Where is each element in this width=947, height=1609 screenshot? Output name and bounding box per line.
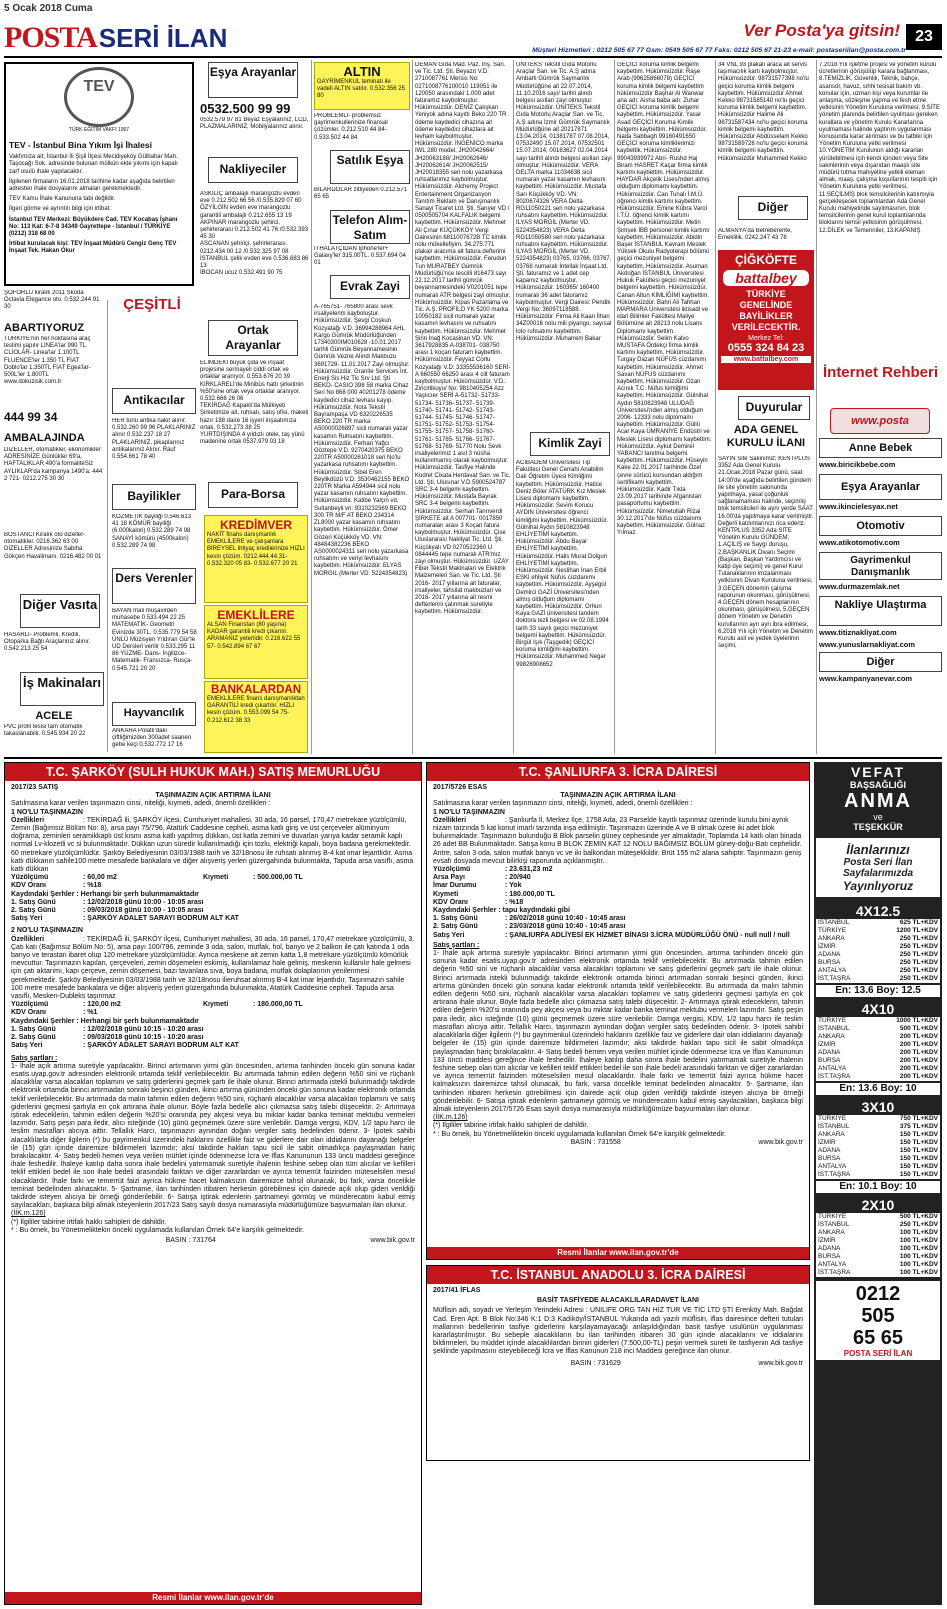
otomotiv-header: Otomotiv bbox=[819, 516, 942, 536]
price-row: İST.TAŞRA 250 TL+KDV bbox=[818, 975, 938, 982]
col7-ads: 34 VNL 93 plakalı araca ait servis taşımacılık kartı kaybolmuştur. Hükümsüzdür. 98731577398 no'lu geçici koruma kimlik belgemi kaybettim. Hükümsüzdür Ahmet Kekko 98731585140 no'lu geçici koruma kimlik belgemi kaybettim. Hükümsüzdür Halime Ali 98731587434 no'lu geçici koruma kimlik belgemi kaybettim. Hükümsüzdür Abdüsselam Kekko 98731589728 no'lu geçici koruma kimlik belgemi kaybettim. Hükümsüzdür Muhammed Kekko bbox=[718, 62, 809, 162]
price-block bbox=[816, 1099, 940, 1193]
ders-verenler-header: Ders Verenler bbox=[112, 568, 196, 604]
otomotiv-link[interactable]: www.atikotomotiv.com bbox=[819, 538, 900, 547]
esya-link[interactable]: www.ikincielesyax.net bbox=[819, 502, 898, 511]
diger2-header: Diğer bbox=[819, 652, 942, 672]
price-row: ADANA 200 TL+KDV bbox=[818, 1049, 938, 1056]
telefon-header: Telefon Alım-Satım bbox=[330, 210, 410, 244]
ders-ads: BAYAN mali müşavirden muhasebe 0.533.494 22 25 MATEMATİK- Geometri Evinizde 30TL. 0.535.779 54 58 ÜNLÜ Müzisyen Yıldıran Gür'le UD Dersleri verilir 0.533.295 11 86 YÜZME- Dans- İngilizce- Matematik- Fransızca- Rusça- 0.545.721 20 20 bbox=[112, 608, 197, 672]
price-row: ANTALYA 250 TL+KDV bbox=[818, 967, 938, 974]
esya-phone: 0532.500 99 99 bbox=[200, 101, 291, 116]
price-row: İZMİR 200 TL+KDV bbox=[818, 1041, 938, 1048]
anne-bebek-header: Anne Bebek bbox=[819, 438, 942, 458]
bottom-phone: 0212 505 65 65 POSTA SERİ İLAN bbox=[816, 1281, 940, 1360]
price-list bbox=[814, 903, 942, 1277]
nakliye-link-2[interactable]: www.yunuslarnakliyat.com bbox=[819, 640, 916, 649]
price-block bbox=[816, 1001, 940, 1095]
price-row: TÜRKİYE 1200 TL+KDV bbox=[818, 927, 938, 934]
price-row: BURSA 250 TL+KDV bbox=[818, 959, 938, 966]
diger-header: Diğer bbox=[738, 196, 808, 220]
abartiyoruz-ad: TÜRKİYE'nin her noktasına araç teslimi yapılır LİNEA'lar 990 TL CLİOLAR- Linea'lar 1.100TL FLUENCE'ler 1.350 TL FİAT Doblo'lar 1.350TL FİAT Egea'lar- 500L'ler 1.800TL www.dokuzisik.com.tr bbox=[4, 336, 91, 386]
esya-arayanlar-header: Eşya Arayanlar bbox=[208, 62, 298, 98]
price-row: ANKARA 200 TL+KDV bbox=[818, 1033, 938, 1040]
price-row: İST.TAŞRA 150 TL+KDV bbox=[818, 1171, 938, 1178]
nakliyeciler-header: Nakliyeciler bbox=[208, 157, 298, 183]
price-row: ADANA 250 TL+KDV bbox=[818, 951, 938, 958]
price-row: TÜRKİYE 500 TL+KDV bbox=[818, 1213, 938, 1220]
sofolu-ad: ŞOFÖRLÜ kiralık 2011 Skoda Octavia Elegance oto. 0.532.244 91 30 bbox=[4, 290, 100, 311]
ortak-ads: ELİMDEKİ büyük çida ve inşaat projesine sermayeli ciddi ortak ve ortaklar aranıyor. 0.553.676 20 39 KIRKLARELİ'de Minibüs hattı şirketinin %50'sine ortak veya ortaklar aranıyor. 0.532.666 26 06 TEKİRDAĞ Kapaklı'da Mülkiyeti Şirketimize ait, ruhsatı, satış ofisi, maketi hazır 188 daire 16 işyeri inşaatımıza ortak. 0.532.273 38 25 YURTDIŞINDA 4 yıldızlı otele, taş yünü madenine ortak 0537.979 03 18 bbox=[200, 360, 309, 446]
price-row: İZMİR 250 TL+KDV bbox=[818, 943, 938, 950]
price-row: İST.TAŞRA 200 TL+KDV bbox=[818, 1073, 938, 1080]
price-dims: En: 13.6 Boy: 10 bbox=[816, 1083, 940, 1095]
sanliurfa-title: T.C. ŞANLIURFA 3. İCRA DAİRESİ bbox=[427, 763, 809, 781]
sarkoy-ad: T.C. ŞARKÖY (SULH HUKUK MAH.) SATIŞ MEMURLUĞU 2017/23 SATIŞ TAŞINMAZIN AÇIK ARTIRMA İLANI Satılmasına karar verilen taşınmazın cinsi, niteliği, kıymeti, adedi, önemli özellikleri : 1 NO'LU TAŞINMAZIN Özellikleri : TEKİRDAĞ ili, ŞARKÖY ilçesi, Cumhuriyet mahallesi, 30 ada, 16 parsel, 170,47 metrekare yüzölçümlü, Zemin (Bağımsız Bölüm No: 8), arsa payı 75/796, Atatürk Caddesine cepheli, asma katlı giriş ve üst çerçeveler alüminyum doğrama, zeminleri seramikkaplı üst kısmı asma katlı yapılmış dükkan, üst katla zemini ve duvarları yarıya kadar seramik kaplı normal Lv-klozetli vc si bulunmaktadır. Dükkan uzun süredir kullanılmadığı için tozlu, elektriği kapalı, boya badana gerekmektedir. 60 metrekare yüzölçümlüdür. Şarköy Belediyesinin 03/03/1988 tarih ve 32/18nosu ile ruhsatı alınmış B-4 kat imar lejantlıdır. Asma katlı dükkanın sahile100 metre mesafede bankalara ve diğer alışveriş yerleri güzergahında bulunmakta, Tapuda arsa vasıflı, asma katlı dükkan Yüzölçümü : 60,00 m2 Kıymeti : 500.000,00 TL KDV Oranı : %18 Kaydındaki Şerhler : Herhangi bir şerh bulunmamaktadır 1. Satış Günü : 12/02/2018 günü 10:00 - 10:05 arası 2. Satış Günü : 09/03/2018 günü 10:00 - 10:05 arası Satış Yeri : ŞARKÖY ADALET SARAYI BODRUM ALT KAT 2 NO'LU TAŞINMAZIN Özellikleri : TEKİRDAĞ ili, ŞARKÖY ilçesi, Cumhuriyet mahallesi, 30 ada, 16 parsel, 170,47 metrekare yüzölçümlü, 3. Çatı katı (Bağımsız Bölüm No: 5), arsa payı 100/796, zeminde 3 oda, salon, mutfak, hol, banyo ve 2 balkon ile çatı katında 1 oda banyo ve terastan ibaret olup 120 metrekare yüzölçümlüdür. Ayrıca meskene ait zemin katta 1,8 metrekare yüzölçümlü kömürlük mevcuttur. Taşınmazın kapıları, çerçeveleri, zemin döşemeleri eskimiş, kullanılamaz hale gelmiş, meskenin kullanılır hale gelmesi için çatı aktarımı, kapı çerçeve, zemin döşemesi, bazı tavanlara sıva, boya badana, mutfak dolaplarının yenilenmesi gerekmektedir. Şarköy Belediyesinin 03/03/1988 tarih ve 32/18nosu ilieruhsat alınmış B-4 kat imar lejantlıdır. Taşınmazın sahile 100 metre mesafede bankalara ve diğer alışveriş yerleri güzergahında bulunmakta, Atatürk Caddesine cepheli. Tapuda arsa vasıflı, Mesken-Dubleks taşınmaz Yüzölçümü : 120,00 m2 Kıymeti : 180.000,00 TL KDV Oranı : %1 Kaydındaki Şerhler : Herhangi bir şerh bulunmamaktadır 1. Satış Günü : 12/02/2018 günü 10:15 - 10:20 arası 2. Satış Günü : 09/03/2018 günü 10:15 - 10:20 arası Satış Yeri : ŞARKÖY ADALET SARAYI BODRUM ALT KAT Satış şartları : 1- İhale açık artırma suretiyle yapılacaktır. Birinci artırmanın yirmi gün öncesinden, artırma tarihinden önceki gün sonuna kadar esatis.uyap.gov.tr adresinden elektronik ortamda teklif verilebilecektir. Bu artırmada tahmin edilen değerin %50 sini ve rüçhanlı alacaklılar varsa alacakları toplamını ve satış giderlerini geçmek şartı ile ihale olunur. Birinci artırmada istekli bulunmadığı takdirde elektronik ortamda birinci artırmadan sonraki beşinci günden, ikinci artırma gününden önceki gün sonuna kadar elektronik ortamda teklif verilebilecektir. Bu artırmada da malın tahmin edilen değerin %50 sini, rüçhanlı alacaklılar varsa alacakları toplamını ve satış giderlerini geçmesi şartıyla en çok artırana ihale olunur. Böyle fazla bedelle alıcı çıkmazsa satış talebi düşecektir. 2- Artırmaya iştirak edeceklerin, tahmin edilen değerin %20'si oranında pey akçesi veya bu miktar kadar banka teminat mektubu vermeleri lazımdır. Satış peşin para iledir, alıcı isteğinde (10) günü geçmemek üzere süre verilebilir. Damga vergisi, KDV, 1/2 tapu harcı ile teslim masrafları alıcıya aittir. Tellallık Harcı, taşınmazın aynından doğan vergiler satış bedelinden ödenir. 3- İpotek sahibi alacaklılarla diğer ilgilerin (*) bu gayrimenkul üzerindeki haklarını özellikle faiz ve giderlere dair olan iddialarını dayanağı belgeler ile (15) gün içinde dairemize bildirmeleri lazımdır; aksi takdirde hakları tapu sicil ile sabit olmadıkça paylaşmadan hariç bırakılacaktır. 4- Satış bedeli hemen veya verilen mühlet içinde ödenmezse İcra ve İflas Kanununun 133 üncü maddesi gereğince ihale feshedilir. İhaleye katılıp daha sonra ihale bedelini yatırmamak suretiyle ihalenin feshine sebep olan tüm alıcılar ve kefilleri teklif ettikleri bedel ile son ihale bedeli arasındaki farktan ve diğer zararlardan ve ayrıca temerrüt faizinden müteselsilen mesul olacaklardır. İhale farkı ve temerrüt faizi ayrıca hükme hacet kalmaksızın dairemizce tahsil olunacak, bu fark, varsa öncelikle teminat bedelinden alınacaktır. 5- Şartname, ilan tarihinden itibaren herkesin görebilmesi için dairede açık olup gideri verildiği takdirde isteyen alıcıya bir örneği gönderilebilir. 6- Satışa iştirak edenlerin şartnameyi görmüş ve münderecatını kabul etmiş sayılacakları, başkaca bilgi almak isteyenlerin 2017/23 Satış sayılı dosya numarasıyla müdürlüğümüze başvurmaları ilan olunur. (İİK.m.126) (*) İlgililer tabirine irtifak hakkı sahipleri de dahildir. * : Bu örnek, bu Yönetmeliktekin önceki uygulamada kullanılan Örnek 64'e karşılık gelmektedir. BASIN : 731764 www.bik.gov.tr Resmi İlanlar www.ilan.gov.tr'de bbox=[4, 762, 422, 1605]
antikacilar-header: Antikacılar bbox=[112, 388, 196, 414]
bankalardan-ad: BANKALARDAN EMEKLİLERE finans danışmanlıktan GARANTİLİ kredi çıkartılır. HIZLI kesin çözüm. 0.553.099 54 75- 0.212.612 38 33 bbox=[204, 681, 308, 753]
problemli-ad: PROBLEMLİ- problemsiz gayrimenkullerinize finansal çözümler. 0.212.510 44 84- 0.533.502 44 84 bbox=[314, 113, 388, 141]
price-size: 3X10 bbox=[861, 1099, 895, 1115]
ada-genel-title: ADA GENEL KURULU İLANI bbox=[726, 424, 806, 449]
antika-ads: HER türlü antika nakit alınır. 0.532.260 99 96 PLAKLARINIZ alınır 0.532.237 18 27 PLAKLARINIZ, pikaplarınız antikalarınız Alınır. Rauf 0.554.661 78 40 bbox=[112, 418, 196, 461]
ortak-arayanlar-header: Ortak Arayanlar bbox=[208, 320, 298, 356]
kimlik-zayi-header: Kimlik Zayi bbox=[530, 432, 610, 456]
bayilik-ads: KOZMETİK bayiliği 0.546.613 41 18 KÖMÜR bayiliği (6.000kalori) 0.532.289 74 98 SANAYİ kömürü (4500kalori) 0.532.289 74 98 bbox=[112, 514, 192, 549]
diger-vasita-header: Diğer Vasıta bbox=[20, 594, 100, 628]
sanliurfa-ad: T.C. ŞANLIURFA 3. İCRA DAİRESİ 2017/5726 ESAS TAŞINMAZIN AÇIK ARTIRMA İLANI Satılmasına karar verilen taşınmazın cinsi, niteliği, kıymeti, adedi, önemli özellikleri : 1 NO'LU TAŞINMAZIN Özellikleri : Şanlıurfa İl, Merkez İlçe, 1758 Ada, 23 Parselde kayıtlı taşınmaz üzerinde kurulu bini aynık nizam tarzında 5 kat konut imarlı tarzında inşa edilmiştir. Taşınmazın üzerinde A ve B olmak üzere iki adet blok bulunmaktadır. Taşınmazın bulunduğu B Blok parselin güney cephesinde yer almaktadır. Toplamda 14 katlı olan binada 26 adet BB Bulunmaktadır. Satışa konu B BLOK ZEMİN KAT 12 NOLU BAĞIMSIZ BÖLÜM güney-doğu-Batı cephelidir. Antre, salon 3 oda, salon mutfak banyo vc ve iki balkondan müteşekkildir. Brüt 155 m2 alana sahiptir. Taşınmazın geniş evsafı dosyada mevcut bilirkişi raporunda açıklanmıştır. Yüzölçümü : 23.631,23 m2 Arsa Payı : 20/940 İmar Durumu : Yok Kıymeti : 180.000,00 TL KDV Oranı : %18 Kaydındaki Şerhler : tapu kaydındaki gibi 1. Satış Günü : 26/02/2018 günü 10:40 - 10:45 arası 2. Satış Günü : 23/03/2018 günü 10:40 - 10:45 arası Satış Yeri : ŞANLIURFA ADLİYESİ EK HİZMET BİNASI 3.İCRA MÜDÜRLÜĞÜ ÖNÜ - null null / null Satış şartları : 1- İhale açık artırma suretiyle yapılacaktır. Birinci artırmanın yirmi gün öncesinden, artırma tarihinden önceki gün sonuna kadar esatis.uyap.gov.tr adresinden elektronik ortamda teklif verilebilecektir. Bu artırmada tahmin edilen değerin %50 sini ve rüçhanlı alacaklılar varsa alacakları toplamını ve satış giderlerini geçmek şartı ile ihale olunur. Birinci artırmada istekli bulunmadığı takdirde elektronik ortamda birinci artırmadan sonraki beşinci günden, ikinci artırma gününden önceki gün sonuna kadar elektronik ortamda teklif verilebilecektir. Bu artırmada da malın tahmin edilen değerin %50 sini, rüçhanlı alacaklılar varsa alacakları toplamını ve satış giderlerini geçmesi şartıyla en çok artırana ihale olunur. Böyle fazla bedelle alıcı çıkmazsa satış talebi düşecektir. 2- Artırmaya iştirak edeceklerin, tahmin edilen değerin %20'si oranında pey akçesi veya bu miktar kadar banka teminat mektubu vermeleri lazımdır. Satış peşin para iledir, alıcı isteğinde (10) günü geçmemek üzere süre verilebilir. Damga vergisi, KDV, 1/2 tapu harcı ile teslim masrafları alıcıya aittir. Tellallık Harcı, taşınmazın aynından doğan vergiler satış bedelinden ödenir. 3- İpotek sahibi alacaklılarla diğer ilgilerin (*) bu gayrimenkul üzerindeki haklarını özellikle faiz ve giderlere dair olan iddialarını dayanağı belgeler ile (15) gün içinde dairemize bildirmeleri lazımdır; aksi takdirde hakları tapu sicil ile sabit olmadıkça paylaşmadan hariç bırakılacaktır. 4- Satış bedeli hemen veya verilen mühlet içinde ödenmezse İcra ve İflas Kanununun 133 üncü maddesi gereğince ihale feshedilir. İhaleye katılıp daha sonra ihale bedelini yatırmamak suretiyle ihalenin feshine sebep olan tüm alıcılar ve kefilleri teklif ettikleri bedel ile son ihale bedeli arasındaki farktan ve diğer zararlardan ve ayrıca temerrüt faizinden müteselsilen mesul olacaklardır. İhale farkı ve temerrüt faizi ayrıca hükme hacet kalmaksızın dairemizce tahsil olunacak, bu fark, varsa öncelikle teminat bedelinden alınacaktır. 5- Şartname, ilan tarihinden itibaren herkesin görebilmesi için dairede açık olup gideri verildiği takdirde isteyen alıcıya bir örneği gönderilebilir. 6- Satışa iştirak edenlerin şartnameyi görmüş ve münderecatını kabul etmiş sayılacakları, başkaca bilgi almak isteyenlerin 2017/5726 Esas sayılı dosya numarasıyla müdürlüğümüze başvurmaları ilan olunur. (İİK.m.126) (*) İlgililer tabirine irtifak hakkı sahipleri de dahildir. * : Bu örnek, bu Yönetmeliktekin önceki uygulamada kullanılan Örnek 64'e karşılık gelmektedir. BASIN : 731558 www.bik.gov.tr Resmi İlanlar www.ilan.gov.tr'de bbox=[426, 762, 810, 1260]
duyurular-header: Duyurular bbox=[738, 396, 810, 420]
hayvancilik-header: Hayvancılık bbox=[112, 702, 196, 726]
tev-ad: TEV TÜRK EĞİTİM VAKFI 1967 TEV - İstanbul Bina Yıkım İşi İhalesi Vakfımıza ait; İstanbul İli Şişli İlçesi Mecidiyeköy Gülbahar Mah. Taşocağı Sok. adresinde bulunan mülkün ekte yıkımı için kapalı zarf usulü ihale yapılacaktır. İlgilenen firmaların 16.01.2018 tarihine kadar aşağıda belirtilen adresten ihale dosyalarını almaları gerekmektedir. TEV Kamu İhale Kanununa tabi değildir. İlgeri görme ve ayrıntılı bilgi için irtibat: İstanbul TEV Merkezi: Büyükdere Cad. TEV Kocabaş İşhanı No: 113 Kat: 6-7-8 34349 Gayrettepe - İstanbul / TÜRKİYE (0212) 318 68 00 İrtibat kurulacak kişi: TEV İnşaat Müdürü Cengiz Genç TEV İnşaat Tek. Hakan Okur bbox=[4, 62, 194, 286]
hayvancilik-ad: ANKARA Polatlı'daki çiftliğimizden 300adet saanen gebe keçi 0.532.772 17 16 bbox=[112, 728, 192, 749]
esya-ad: 0532.579 97 81 Beyaz Eşyalarınız, LCD, PLAZMALARINIZ, Mobilyalarınız alınır. bbox=[200, 117, 309, 131]
evrak-zayi-ads: A-765751- 765800 arası sevk irsaliyelerim kayboluştur. Hükümsüzdür. Şevgi Coşkun Kozyatağı V.D. 36994288964 AHL Kargo Gümrük Müdürlüğünden 17340300IM010628 -10.01.2017 tarihli Gümrük Beyannamesinin Gümrük Vezne Alındı Makbuzu 3691728- 11.01.2017 Zayi olmuştur. Hükümsüzdür. Granite Services İnt. Enerji Sis Hiz Tic Srv Ltd. Şti BEKO- CASIO 398 58 marka Cihaz Seri No 868 000 40201278 ödeme kaydedici cihaz levhası kayıp. Hükümsüzdür. Nota Tekstil Bayrampaşa VD 6320226535 BEKO 220 TR marka A50000026897 sicil numaralı yazar kasamın Ruhsatını kaybettim. Hükümsüzdür. Ferhan Yağcı Göztepe V.D. 9270420375 BEKO 220TR A50000261018 seri No'lu yazarkasa ruhsatımı kaybettim. Hükümsüzdür. Sibel Eren Beylikdüzü V.D. 3530462155 BEKO 220TR Marka A594944 sicil nolu yazar kasamın ruhsatını kaybettim. Hükümsüzdür. Katibe Yalçın vd. Sultanbeyli vn: 9310232369 BEKO 300 TR M/F AT BEKO 234314 ZL8000 yazar kasamın ruhsatını kaybettim. Hükümsüzdür. Ömer Gözeri Küçükköy VD. VN: 48484382236 BEKO AS0000024311 seri nolu yazarkasa ruhsatımı ve veriyi levhasını kaybettim. Hükümsüzdür. ELYAS MORGIL (Merter VD. 5224354823) bbox=[314, 304, 410, 577]
price-row: İZMİR 100 TL+KDV bbox=[818, 1237, 938, 1244]
is-makinalari-header: İş Makinaları bbox=[20, 672, 104, 706]
col6-ads: GEÇİCİ koruma kimlik belgemi kaybettim. Hükümsüzdür. Raşe Arab (99625866078) GEÇİCİ koruma kimlik belgemi kaybettim hükümsüzdür Başhar Al Wanwar ana adı: Aisha baba adı: Zuhar GEÇİCİ koruma kimlik belgemi kaybettim. Hükümsüzdür. Yasar Asad GEÇİCİ Koruma Kimlik belgemi kaybettim. Hükümsüzdür. Nada Sabbagh 99160491650 GEÇİCİ koruma kimliklerimizi kaybettik. Hükümsüzdür. 99043939972 Abri- Rushd Haj Biram HASRET Kaçar firma kimlik kartımı kaybettim. Hükümsüzdür. HAYDAR Akçelik Lisesi'nden almış olduğum diplomamı kaybettim. Hükümsüzdür. Can Tunalı İ.M.Ü. öğrenci kimlik kartımı kaybettim. Hükümsüzdür. Emine Kübra Varol İ.T.Ü. öğrenci kimlik kartımı kaybettim. Hükümsüzdür. Metin Şimşek İBB personel kimlik kartımı kaybettim. Hükümsüzdür. Abidin Başer İSTANBUL Kavram Meslek Yüksek Okulu Radyoterapi bölümü geçici mezuniyet belgemi kaybettim. Hükümsüzdür. Asuman Akdoğan İSTANBUL Üniversitesi Hukuk Fakültesi geçici mezuniyet belgemi kaybettim. Hükümsüzdür. Canan Altun KİMLİĞİMİ kaybettim. Hükümsüzdür. Bahri Ali Tahhan MARMARA Üniversitesi iktisadi ve idari Bilimler Fakültesi Maliye Bölümüne ait 28213 nolu Lisans Diplomamı kaybettim. Hükümsüzdür. Selim Kalvo MUSTAFA Ördekçi firma kimlik kartımı kaybettim. Hükümsüzdür. Turgay Dazan NÜFUS cüzdanımı kaybettim. Hükümsüzdür. Ahmet Savan NÜFUS cüzdanımı kaybettim. Hükümsüzdür. Ozan Acınık T.C. Nüfus kimliğimi kaybettim. Hükümsüzdür. Gülnihal Aydın 5810823948 ULUDAĞ Üniversitesi'nden almış olduğum 2006- 12333 nolu diplomamı kaybettim. Hükümsüzdür. Güllü Acar Kaya ÜMRANİYE Endüstri ve Meslek Lisesi diplomamı kaybettim. Hükümsüzdür. Aykut Demirel YABANCI tanıtma belgemi kaybettim. Hükümsüzdür. Hüseyin Kake 22.01.2017 tarihinde Özel çevre sürücü kursundan aldığım sertifikamı kaybettim. Hükümsüzdür. Kadir Tıkla 23.09.2017 tarihinde Afganistan pasaportumu kaybettim. Hükümsüzdür. Nimetullah Rizai 30.12.2017'de Nüfus cüzdanımı kaybettim. Hükümsüzdür. Gülnaz Yılmaz bbox=[617, 62, 712, 537]
price-row: ANKARA 100 TL+KDV bbox=[818, 1229, 938, 1236]
price-row: BURSA 200 TL+KDV bbox=[818, 1057, 938, 1064]
para-borsa-header: Para-Borsa bbox=[208, 482, 298, 508]
price-row: İSTANBUL 625 TL+KDV bbox=[818, 919, 938, 926]
logo-seri-ilan: SERİ İLAN bbox=[98, 23, 228, 53]
page-number: 23 bbox=[906, 24, 942, 50]
cigkofte-ad: ÇİĞKÖFTE battalbey TÜRKİYE GENELİNDE BAYİLİKLER VERİLECEKTİR. Merkez Tel: 0555 324 84 23 www.battalbey.com bbox=[718, 250, 814, 390]
services-line: Müşteri Hizmetleri : 0212 505 67 77 Gsm: 0549 505 67 77 Faks: 0212 505 67 21-23 e-mail: postaseriilan@posta.com.tr bbox=[532, 47, 906, 54]
internet-list bbox=[819, 438, 942, 754]
price-size: 2X10 bbox=[861, 1197, 895, 1213]
emeklilere-ad: EMEKLİLERE ALSAN Finanstan (80 yaşına) KADAR garantili kredi çıkarılır. ARAMANIZ yeterlidir. 0.216.622 55 57- 0.542.894 67 67 bbox=[204, 605, 308, 679]
cesitli-title: ÇEŞİTLİ bbox=[123, 296, 181, 313]
price-block bbox=[816, 1197, 940, 1277]
vefat-box: VEFAT BAŞSAĞLIĞI ANMA ve TEŞEKKÜR İlanlarınızı Posta Seri İlan Sayfalarımızda Yayınlıyoruz 4X12.5 İSTANBUL 625 TL+KDV TÜRKİYE 1200 TL+KDV ANKARA 250 TL+KDV İZMİR 250 TL+KDV ADANA 250 TL+KDV BURSA 250 TL+KDV ANTALYA 250 TL+KDV İST.TAŞRA 250 TL+KDV En: 13.6 Boy: 12.5 4X10 TÜRKİYE 1000 TL+KDV İSTANBUL 500 TL+KDV ANKARA 200 TL+KDV İZMİR 200 TL+KDV ADANA 200 TL+KDV BURSA 200 TL+KDV ANTALYA 200 TL+KDV İST.TAŞRA 200 TL+KDV En: 13.6 Boy: 10 3X10 TÜRKİYE 750 TL+KDV İSTANBUL 375 TL+KDV ANKARA 150 TL+KDV İZMİR 150 TL+KDV ADANA 150 TL+KDV BURSA 150 TL+KDV ANTALYA 150 TL+KDV İST.TAŞRA 150 TL+KDV En: 10.1 Boy: 10 2X10 TÜRKİYE 500 TL+KDV İSTANBUL 250 TL+KDV ANKARA 100 TL+KDV İZMİR 100 TL+KDV ADANA 100 TL+KDV BURSA 100 TL+KDV ANTALYA 100 TL+KDV İST.TAŞRA 100 TL+KDV 0212 505 65 65 POSTA SERİ İLAN bbox=[814, 762, 942, 1605]
internet-rehberi: İnternet Rehberi bbox=[822, 364, 939, 381]
bilardo-ad: BİLARDOLAR zitliyeden 0.212.571 65 65 bbox=[314, 187, 408, 201]
price-row: ANTALYA 100 TL+KDV bbox=[818, 1261, 938, 1268]
ambalajinda-title: AMBALAJINDA bbox=[4, 432, 85, 444]
ithalat-ad: İTHALATÇIDAN İphone'ler+ Galaxy'ler 315.00TL. 0.537.694 04 01 bbox=[314, 246, 406, 267]
anadolu-title: T.C. İSTANBUL ANADOLU 3. İCRA DAİRESİ bbox=[427, 1266, 809, 1284]
price-row: BURSA 100 TL+KDV bbox=[818, 1253, 938, 1260]
acele-title: ACELE bbox=[35, 710, 73, 722]
kimlik-ads: ACIBADEM Üniversitesi Tıp Fakültesi Genel Cerrahi Anabilim Dalı Öğretim Üyesi Kimliğimi kaybettim. Hükümsüzdür. Hatice Deniz Böler ATATÜRK Kız Meslek Lisesi diplomamı kaybettim. Hükümsüzdür. Sevim Korucu AYDIN Üniversitesi öğrenci kimliğimi kaybettim. Hükümsüzdür. Gülnihal Aydın 5810823948 EHLİYETİMİ kaybettim. Hükümsüzdür. Abdu Bayar EHLİYETİMİ kaybettim. Hükümsüzdür. Halis Murat Dolgun EHLİYETİMİ kaybettim. Hükümsüzdür. Neslihan İnan Erbil ESKİ ehliyet Nüfus cüzdanımı kaybettim. Hükümsüzdür. Ayşegül Demirci GAZİ Üniversitesi'nden almış olduğum diplomamı kaybettim. Hükümsüzdür. Orhun Kaya GAZİ üniversitesi tandem doktora tezli belgesi ve 02.08.1994 tarih 33 sayılı geçici mezuniyet belgemi kaybettim. Hükümsüzdür. Birgül Işık (Taşgedik) GEÇİCİ koruma kimliğimi kaybettim. Hükümsüzdür. Muhammed Negar 99826908652 bbox=[516, 460, 609, 668]
nakliye-link-1[interactable]: www.titiznakliyat.com bbox=[819, 628, 897, 637]
price-row: ADANA 100 TL+KDV bbox=[818, 1245, 938, 1252]
price-dims: En: 10.1 Boy: 10 bbox=[816, 1181, 940, 1193]
tev-title: TEV - İstanbul Bina Yıkım İşi İhalesi bbox=[9, 140, 152, 151]
price-row: ANKARA 150 TL+KDV bbox=[818, 1131, 938, 1138]
col8-ads: 7.2018 Yılı işletme projesi ve yönetim kurulu ücretlerinin görüşülüp karara bağlanması, 8.TEMİZLİK, Güvenlik, Teknik, bahçe, asansör, havuz, sıhhi tesisat bakım vb. konular için, uzman kişi veya kurumlar ile anlaşma, sözleşme yapma ve fesh etme yetkisinin Yönetim Kuruluna verilmesi, 9.SİTE yönetim planında belirtilen uyulması gereken kurallara ve yönetim Kurulu Kararlarına uyulmaması halinde yaptırım uygulanması konusunda karar alınması ve bu tatbiki için Yönetim Kuruluna yetki verilmesi 10.YÖNETİM Kurulunun aldığı kararları yürütebilmesi için kendi içinden veya Site sakinlerinin veya dışarıdan maaşlı site müdürü tutma mahiyetine yetkili eleman almak, maaş, çalışma koşullarının tespiti için Yönetim Kuruluna yetki verilmesi, 11.SEÇİLMİŞ blok temsilcilerinin katılımıyla gerçekleşecek toplantılardan Ada Genel Kurulu mahiyetinde sayılmasının, blok temsilcilerinin genel kurul toplantılarında bloklarını temsil yetkisinin görüşülmesi, 12.DİLEK ve Temenniler, 13.KAPANIŞ bbox=[819, 62, 940, 234]
price-row: İSTANBUL 500 TL+KDV bbox=[818, 1025, 938, 1032]
hasarli-ad: HASARLI- Problemli, Kredili, Otoparka Bağlı Araçlarınız alınır. 0.542.213 25 54 bbox=[4, 632, 91, 653]
gayrimenkul-header: Gayrimenkul Danışmanlık bbox=[819, 552, 942, 580]
price-row: ADANA 150 TL+KDV bbox=[818, 1147, 938, 1154]
price-row: ANTALYA 150 TL+KDV bbox=[818, 1163, 938, 1170]
price-row: İSTANBUL 250 TL+KDV bbox=[818, 1221, 938, 1228]
price-row: ANKARA 250 TL+KDV bbox=[818, 935, 938, 942]
col4-ads: DEMAN Gıda Mad. Paz. İnş. San. ve Tic. Ltd. Şti. Beyazıt V.D. 2710087761 Mersis No: 0271008776100010 119051 ile 120050 arasındaki 1.000 adet faturamız kaybolmuştur. Hükümsüzdür. DENİZ Çalışkan Yeniyok adına kayıtlı Beko 220 TR ödeme kaydedici cihazına ait ödeme kaydedici cihazlara ait levham kaybolmuştur. Hükümsüzdür. İNGENİCO marka IWL 280 model, JH20042664/ JH20063188/ JH20062646/ JH20062614/ JH20062515/ JH20018355 seri nolu yazarkasa ruhsatlarımız kaybolmuştur. Hükümsüzdür. Alchemy Project Entertainment Organizasyon Tanıtım Reklam ve Danışmanlık Sanayi Ticaret Ltd. Şti. Sarıyer VD / 0500505704 KALFALIK belgemi kaybettim. Hükümsüzdür. Mehmet Ali Çınar KÜÇÜKKÖY Vergi Dairesinin 6811007672B TC kimlik nolu mükellefiyim. 34.275.771 plakalı aracıma ait fatura defterimi kaybettim. Hükümsüzdür. Ferudun Tun MURATBEY Gümrük Müdürlüğü'nce tescilli 816473 sayı 22.12.2017 tarihli gümrük beyannamesindeki V0201051 tepe numaralı ATR belgesi zayi olmuştur. Hükümsüzdür. Kipas Pazarlama ve Tic. A.Ş. PROFİLO YK 5200 marka 10050182 sicil numaralı yazar kasamın levhasını ve ruhsatını kaybettim. Hükümsüzdür. Mehmet Şirin İnağ Kocasinan VD. VN: 3617928835 A-038701- 038750 arası 1 koçan faturam kaybettim. Hükümsüzdür. Feyyaz Corlu Kozyatağı V.D: 33355536160 SERİ- A 660550 66250 arası 4 cilt faturam kaybolmuştur. Hükümsüzdür. V.D.: Zincirlikuyu/ No: 9810405254 Azz Yaşlıcıer SERİ A-51732- 51733- 51734- 51736- 51737- 51739- 51740- 51741- 51742- 51743- 51744- 51745- 51746- 51747- 51751- 51752- 51753- 51754- 51755- 51757- 51758- 51760- 51761- 51765- 51766- 51767- 51768- 51769- 51770 Nolu Sevk irsaliyelerimiz 1 asıl 3 nüsha kullanılmamış olarak kaybolmuştur. Hükümsüzdür. Tasfiye Halinde Kudret Cixata Herdavat San. ve Tic. Ltd. Şti. Ulusınar V.D 5900524787 SRC 3-4 belgemi kaybettim. Hükümsüzdür. Mustafa Bayrak SRC 3-4 belgemi kaybettim. Hükümsüzdür. Serhan Tanrıverdi ŞİRKETE ait A 007701- 0017850 numaraları arası 3 Koçan fatura kaybolmuştur. Hükümsüzdür. Çise Uluslararası Nakliyat Tic. Ltd. Şti. Küçükyalı VD 0270522360 U 0844445 tepe numaralı ATR'mız zayi olmuştur. Hükümsüzdür. UZAY Fiber Tekstil Makinaları ve Elektrik Malzemeleri San. ve Tic. Ltd. Şti 2016- 2017 yıllarına ait faturalar, irsaliyeler, tahsilat makbuzları ve 2016- 2017 yıllarına ait resmi defterlerini çalınmak suretiyle kaybettim. Hükümsüzdür. bbox=[415, 62, 511, 616]
acele-ad: PVC profil tesisi tam otomatik takaslanabilir. 0.545.934 20 22 bbox=[4, 724, 86, 738]
price-size: 4X10 bbox=[861, 1001, 895, 1017]
sanliurfa-footer: Resmi İlanlar www.ilan.gov.tr'de bbox=[427, 1247, 809, 1259]
price-row: İST.TAŞRA 100 TL+KDV bbox=[818, 1269, 938, 1276]
tev-logo: TEV bbox=[64, 67, 134, 127]
abartiyoruz-title: ABARTIYORUZ bbox=[4, 322, 85, 334]
evrak-zayi-header: Evrak Zayi bbox=[330, 275, 410, 299]
anadolu-ad: T.C. İSTANBUL ANADOLU 3. İCRA DAİRESİ 2017/41 İFLAS BASİT TASFİYEDE ALACAKLILARADAVET İLANI Müflisin adı, soyadı ve Yerleşim Yerindeki Adresi : UNILIFE ORG TAN HİZ TUR VE TİC LTD ŞTİ Erenköy Mah. Bağdat Cad. Eren Apt. B Blok No:346 K:1 D:3 Kadıköy/İSTANBUL Yukarıda adı yazılı müflisin, iflas dairesince defteri tutulan mallarının bedellerinin tasfiye giderlerini karşılayamayacağı anlaşıldığından basit tasfiye usulünün uygulanması kararlaştırılmıştır. Bu sebeple alacaklıların bu ilan tarihinden itibaren 30 gün içinde alacaklarını ve iddialarını bildirmeleri, bu müddet içinde alacaklılardan birinin giderleri (7.500,00-TL) peşin vermek sureti ile tasfiyenin Adi tasfiye şeklinde yapılmasını isteyebileceği İcra ve İflas Kanunun 218 inci Maddesi gereğince ilan olunur. BASIN : 731629 www.bik.gov.tr bbox=[426, 1265, 810, 1461]
price-block bbox=[816, 903, 940, 997]
kredimver-ad: KREDİMVER NAKİT finans danışmanlık EMEKLİLERE ve çalışanlara BİREYSEL ihtiyaç kredilerinize HIZLI kesin çözüm. 0212.444.44.31- 0.532.320 05 83- 0.532.677 20 21 bbox=[204, 515, 308, 603]
sarkoy-footer: Resmi İlanlar www.ilan.gov.tr'de bbox=[5, 1592, 421, 1604]
ambalajinda-ad: DİZELLER, otomatikler, ekonomikler ADRESİNİZE Günlükler 69'a, HAFTALIKLAR 490'a formaliteSiz AYLIKLAR'da kampanya 1490'a. 444 2 721- 0212.275 30 30 bbox=[4, 447, 103, 482]
price-row: ANTALYA 200 TL+KDV bbox=[818, 1065, 938, 1072]
esya-arayanlar2-header: Eşya Arayanlar bbox=[819, 474, 942, 500]
logo-posta: POSTA bbox=[4, 21, 97, 53]
altin-ad: ALTIN GAYRİMENKUL teminatı ile vadeli ALTIN satılır. 0.532.356 25 80 bbox=[314, 62, 410, 110]
price-row: TÜRKİYE 1000 TL+KDV bbox=[818, 1017, 938, 1024]
satilik-esya-header: Satılık Eşya bbox=[330, 150, 410, 184]
ada-genel-body: SAYIN Site Sakinimiz; KENTPLUS 3352 Ada Genel Kurulu 21.Ocak.2018 Pazar günü, saat 14:00'de aşağıda belirtilen gündem ile site yönetim salonunda yapılmaya, yasal çoğunluk sağlanamaması halinde, seçimliş blok temsilcileri ile aynı yerde SAAT 16.00'da yapılmaya karar verilmiştir. Değerli katılımlarınızı rica ederiz. KENTPLUS 3352 Ada SİTE Yönetim Kurulu GÜNDEM; 1.AÇILIŞ ve Saygı duruşu, 2.BAŞKANLIK Divanı Seçimi (Başkan, Başkan Yardımcısı ve katip üye seçimi) ve genel Kurul Tutanaklarının imzalanması yetkisinin Divan Kuruluna verilmesi, 3.GEÇEN dönemin çalışma raporunun okunması, görüşülmesi, 4.GEÇEN dönem hesaplarının okunması, görüşülmesi, 5.GEÇEN dönem Yönetim ve Denetim kurullarının ayrı ayrı ibra edilmesi, 6.2018 Yılı için Yönetim ve Denetim Kurulu asil ve yedek üyelerinin seçimi, bbox=[718, 456, 814, 650]
price-row: İZMİR 150 TL+KDV bbox=[818, 1139, 938, 1146]
price-dims: En: 13.6 Boy: 12.5 bbox=[816, 985, 940, 997]
price-row: BURSA 150 TL+KDV bbox=[818, 1155, 938, 1162]
gayrimenkul-link[interactable]: www.durmazemlak.net bbox=[819, 582, 900, 591]
nakliye-ads: ASKILIÇ ambalajlı marangozlu evden eve 0.212.502 66 56 /0.535.829 07 60 ÖZYİLGİN evden eve marangozlu garantili ambalajlı 0.212.655 13 19 AKPINAR marangozlu şehirci, şehirlerarası 0.212.502 41 76 /0.532.393 45 30 ASCANAN şehiriçi, şehirlerarası. 0212.434 00 12 /0.532.325 97 08 İSTANBUL çelik evden eve 0.536.683 86 13 İBOCAN ucuz 0.532.491 90 75 bbox=[200, 191, 309, 277]
nakliye-header: Nakliye Ulaştırma bbox=[819, 596, 942, 626]
header-date: 5 Ocak 2018 Cuma bbox=[4, 3, 93, 14]
price-row: TÜRKİYE 750 TL+KDV bbox=[818, 1115, 938, 1122]
col5-ads: ÜNİTEKS Tekstil Gıda Motorlu Araçlar San. ve Tic. A.Ş adına Ambarlı Gümrük Saymanlık Müdürlüğüne ait 22.07.2014, 11.10.2016 sayı/ tarihli alındı belgesi asılları zayi olmuştur. Hükümsüzdür. ÜNİTEKS Tekstil Gıda Motorlu Araçlar San. ve Tic. A.Ş adına İzmir Gümrük Saymanlık Müdürlüğüne ait 20217871 13.04.2014, 01381787 07.08.2014, 07532490 15.07.2014, 07532501 15.07.2014, 00163627 02.04.2014 sayı tarihli alındı belgesi asılları zayi olmuştur. Hükümsüzdür. VERA DELTA marka 11034638 sicil numaralı yazar kasamın levhasını kaybettim. Hükümsüzdür. Mustafa Sarı Küçükköy VD. VN: 8020674326 VERA Delta RG11050221 seri nolu yazarkasa ruhsatını kaybettim. Hükümsüzdür. İLYAS MORGİL (Merter VD. 5224354823) VERA Delta RG11050580 seri nolu yazarkasa ruhsatını kaybettim. Hükümsüzdür. İLYAS MORGİL (Merter VD. 5224354823) 03765, 03766, 03767, 03768 numaralı İntellak İnşaat Ltd. Şti. faturamız ve 1 adet cep kapamız kaybolmuştur. Hükümsüzdür. 160365/ 160400 numaralı 36 adet faturamız kaybolmuştur. Vergi Dairesi: Pendik Vergi No: 36097118588. Hükümsüzdür. Firma Ali Kaan İlhan 34Z00016 nolu mili piyango, sayısal loto ruhsatımı kaybettim. Hükümsüzdür. Muharrem Bakar bbox=[516, 62, 612, 342]
posta-www-banner: www.posta bbox=[830, 408, 930, 434]
slogan: Ver Posta'ya gitsin! bbox=[743, 21, 900, 40]
sarkoy-title: T.C. ŞARKÖY (SULH HUKUK MAH.) SATIŞ MEMURLUĞU bbox=[5, 763, 421, 781]
anne-bebek-link[interactable]: www.biricikbebe.com bbox=[819, 460, 896, 469]
diger-link[interactable]: www.kampanyanevar.com bbox=[819, 674, 913, 683]
abartiyoruz-phone: 444 99 34 bbox=[4, 410, 58, 424]
price-size: 4X12.5 bbox=[855, 903, 901, 919]
logo bbox=[4, 21, 254, 53]
bayilikler-header: Bayilikler bbox=[112, 484, 196, 510]
bostanci-ad: BOSTANCI Kiralık oto dizeller- otomatikler. 0216.362 63 00 DİZELLER Adresinize Sabiha Gökçen Havalimanı. 0216.482 00 01 bbox=[4, 532, 102, 560]
price-row: İSTANBUL 375 TL+KDV bbox=[818, 1123, 938, 1130]
almanya-ad: ALMANYA'da Betreberente, Emeklilik. 0242.247 43 78 bbox=[718, 228, 793, 242]
